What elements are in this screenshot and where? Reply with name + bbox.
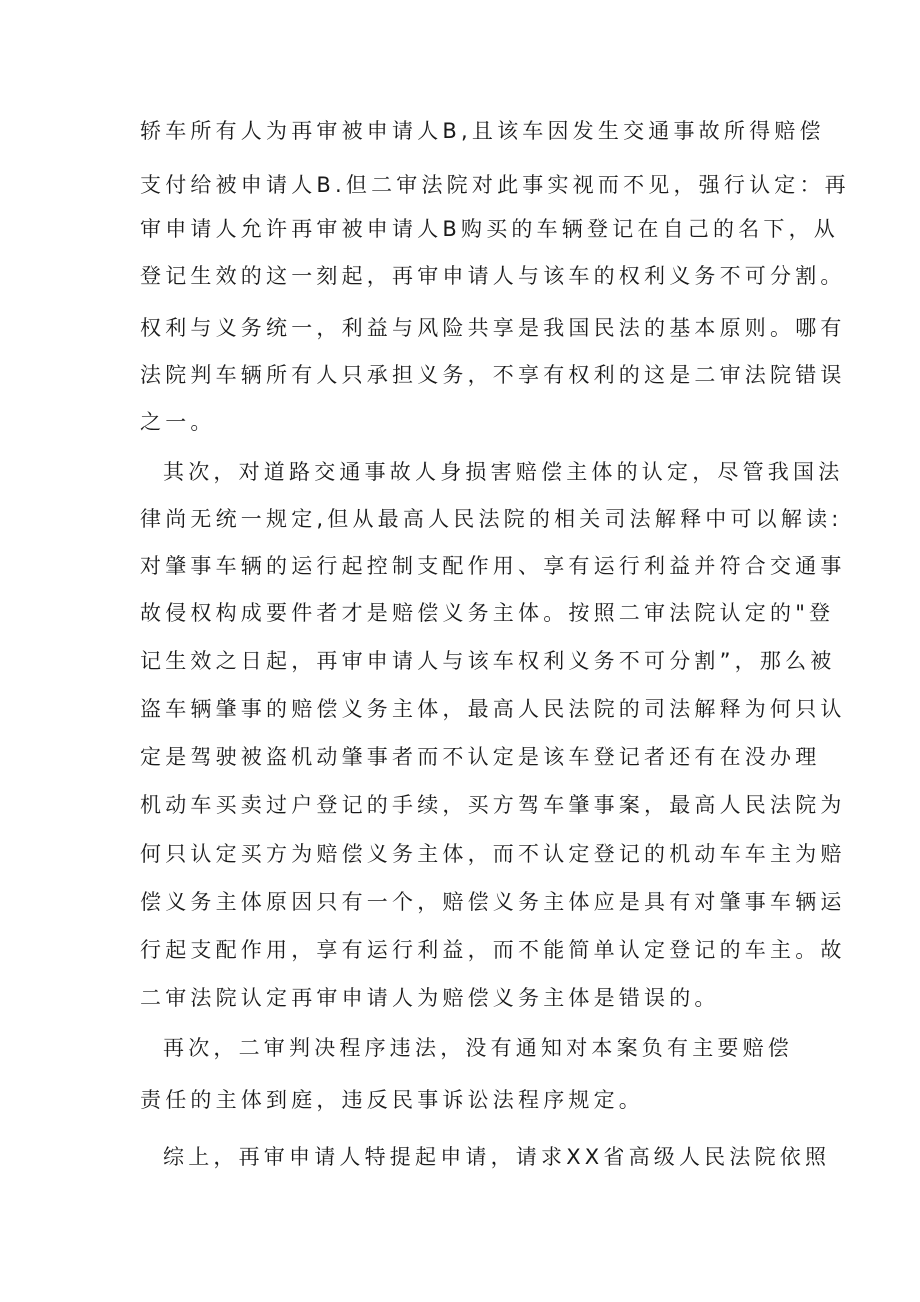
paragraph-2-line-4: 故侵权构成要件者才是赔偿义务主体。按照二审法院认定的"登 <box>140 601 835 625</box>
paragraph-2-line-6: 盗车辆肇事的赔偿义务主体，最高人民法院的司法解释为何只认 <box>140 697 846 721</box>
paragraph-2-line-7: 定是驾驶被盗机动肇事者而不认定是该车登记者还有在没办理 <box>140 745 821 769</box>
paragraph-1-line-4: 登记生效的这一刻起，再审申请人与该车的权利义务不可分割。 <box>140 264 846 288</box>
paragraph-1-line-1: 轿车所有人为再审被申请人B,且该车因发生交通事故所得赔偿 <box>140 119 825 143</box>
paragraph-3-line-1: 再次，二审判决程序违法，没有通知对本案负有主要赔偿 <box>163 1036 793 1060</box>
paragraph-2-line-3: 对肇事车辆的运行起控制支配作用、享有运行利益并符合交通事 <box>140 554 846 578</box>
paragraph-1-line-2: 支付给被申请人B.但二审法院对此事实视而不见，强行认定：再 <box>140 173 850 197</box>
paragraph-1-line-5: 权利与义务统一，利益与风险共享是我国民法的基本原则。哪有 <box>140 316 846 340</box>
paragraph-2-line-1: 其次，对道路交通事故人身损害赔偿主体的认定，尽管我国法 <box>163 460 844 484</box>
paragraph-2-line-12: 二审法院认定再审申请人为赔偿义务主体是错误的。 <box>140 986 720 1010</box>
paragraph-2-line-8: 机动车买卖过户登记的手续，买方驾车肇事案，最高人民法院为 <box>140 793 846 817</box>
paragraph-2-line-10: 偿义务主体原因只有一个，赔偿义务主体应是具有对肇事车辆运 <box>140 890 846 914</box>
paragraph-3-line-2: 责任的主体到庭，违反民事诉讼法程序规定。 <box>140 1088 644 1112</box>
paragraph-2-line-2: 律尚无统一规定,但从最高人民法院的相关司法解释中可以解读: <box>140 507 843 531</box>
paragraph-4-line-1: 综上，再审申请人特提起申请，请求XX省高级人民法院依照 <box>163 1145 831 1169</box>
paragraph-2-line-11: 行起支配作用，享有运行利益，而不能简单认定登记的车主。故 <box>140 938 846 962</box>
paragraph-1-line-7: 之一。 <box>140 410 216 434</box>
paragraph-2-line-9: 何只认定买方为赔偿义务主体，而不认定登记的机动车车主为赔 <box>140 842 846 866</box>
paragraph-1-line-6: 法院判车辆所有人只承担义务，不享有权利的这是二审法院错误 <box>140 363 846 387</box>
paragraph-1-line-3: 审申请人允许再审被申请人B购买的车辆登记在自己的名下，从 <box>140 217 840 241</box>
paragraph-2-line-5: 记生效之日起，再审申请人与该车权利义务不可分割”，那么被 <box>140 649 836 673</box>
